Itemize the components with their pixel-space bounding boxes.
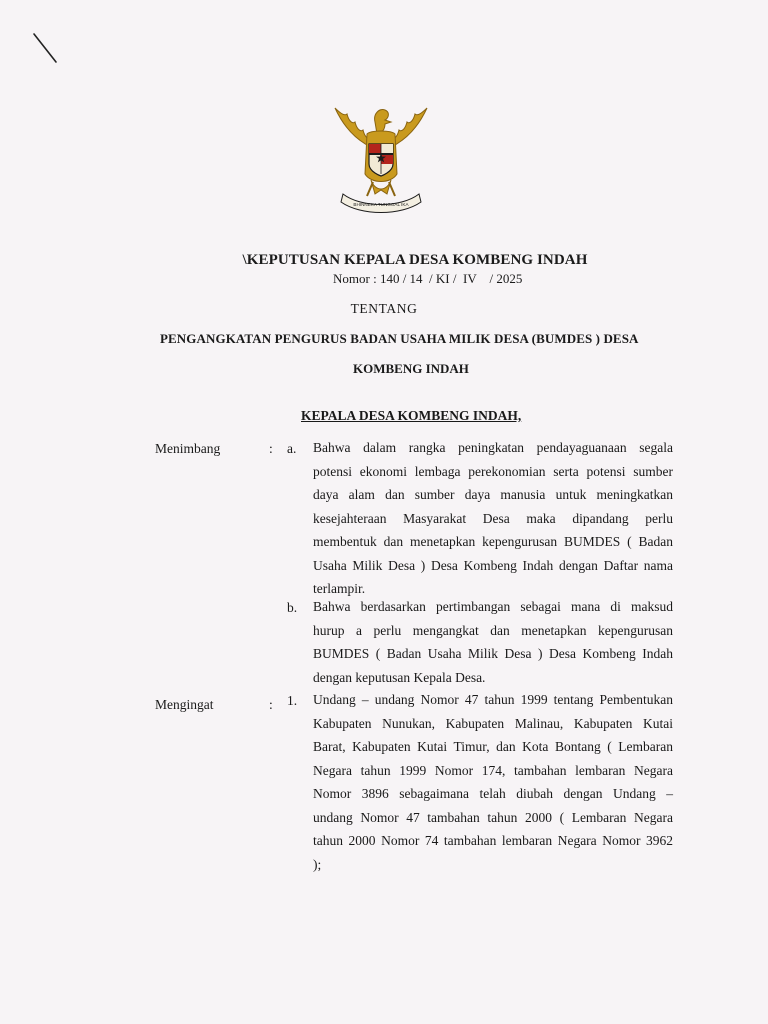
authority-heading: KEPALA DESA KOMBENG INDAH,: [301, 408, 522, 423]
menimbang-label: Menimbang: [155, 441, 221, 456]
paragraph-line: hurup a perlu mengangkat dan menetapkan kepengurusan: [313, 622, 673, 638]
garuda-pancasila-emblem: [327, 100, 435, 216]
mengingat-label: Mengingat: [155, 697, 214, 712]
paragraph-line: daya alam dan sumber daya manusia untuk meningkatkan: [313, 487, 673, 502]
paragraph-line: kesejahteraan Masyarakat Desa maka dipandang perlu: [313, 510, 673, 526]
garuda-icon: [327, 100, 435, 216]
paragraph-line: potensi ekonomi lembaga perekonomian serta potensi sumber: [313, 463, 673, 479]
paragraph-line: membentuk dan menetapkan kepengurusan BUMDES ( Badan: [313, 534, 673, 549]
paragraph-line: terlampir.: [313, 581, 366, 596]
paragraph-line: undang Nomor 47 tambahan tahun 2000 ( Lembaran Negara: [313, 809, 673, 825]
emblem-motto: BHINNEKA TUNGGAL IKA: [353, 202, 409, 207]
paragraph-line: Negara tahun 1999 Nomor 174, tambahan lembaran Negara: [313, 762, 673, 778]
paragraph-line: Usaha Milik Desa ) Desa Kombeng Indah dengan Daftar nama: [313, 557, 673, 573]
paragraph-line: Kabupaten Nunukan, Kabupaten Malinau, Kabupaten Kutai: [313, 715, 673, 731]
subject-line-1: PENGANGKATAN PENGURUS BADAN USAHA MILIK DESA (BUMDES ) DESA: [160, 331, 639, 346]
paragraph-line: BUMDES ( Badan Usaha Milik Desa ) Desa Kombeng Indah: [313, 646, 673, 661]
subject-line-2: KOMBENG INDAH: [353, 361, 469, 376]
document-number: Nomor : 140 / 14 / KI / IV / 2025: [333, 271, 523, 286]
menimbang-paragraph-b: [313, 595, 673, 689]
paragraph-line: Bahwa berdasarkan pertimbangan sebagai mana di maksud: [313, 599, 673, 614]
paragraph-line: Barat, Kabupaten Kutai Timur, dan Kota Bontang ( Lembaran: [313, 739, 673, 754]
mengingat-marker-1: 1.: [287, 693, 298, 708]
paragraph-line: Undang – undang Nomor 47 tahun 1999 tentang Pembentukan: [313, 692, 673, 707]
mengingat-colon: :: [269, 697, 273, 712]
menimbang-marker-b: b.: [287, 600, 298, 615]
menimbang-marker-a: a.: [287, 441, 297, 456]
paragraph-line: dengan keputusan Kepala Desa.: [313, 669, 486, 685]
paragraph-line: Nomor 3896 sebagaimana telah diubah dengan Undang –: [313, 786, 673, 801]
document-title: [0, 252, 768, 269]
menimbang-colon: :: [269, 441, 273, 456]
paragraph-line: tahun 2000 Nomor 74 tambahan lembaran Negara Nomor 3962: [313, 833, 673, 848]
menimbang-paragraph-a: [313, 436, 673, 601]
mengingat-paragraph-1: [313, 688, 673, 876]
pen-stroke-mark: [30, 30, 60, 66]
tentang-heading: TENTANG: [350, 301, 418, 316]
title-text: \KEPUTUSAN KEPALA DESA KOMBENG INDAH: [242, 252, 588, 268]
paragraph-line: Bahwa dalam rangka peningkatan pendayaguanaan segala: [313, 440, 673, 455]
paragraph-line: );: [313, 856, 322, 872]
